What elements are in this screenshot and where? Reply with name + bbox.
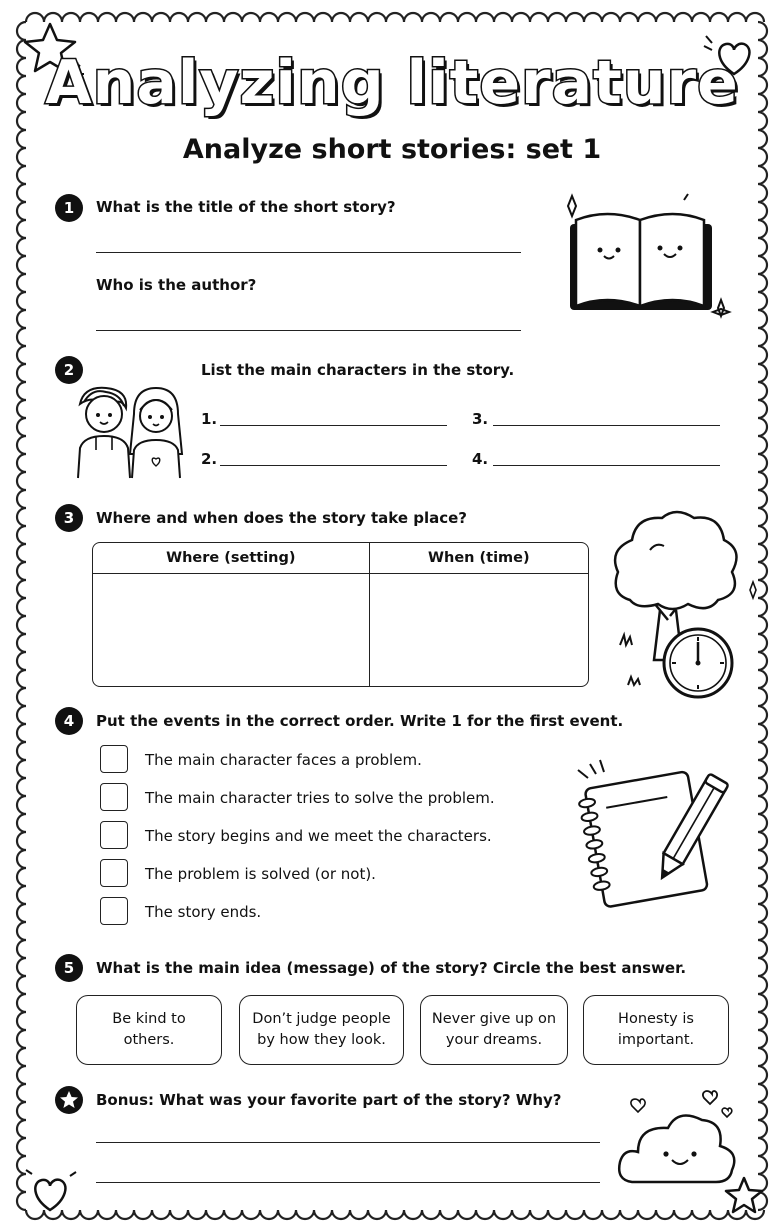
character-label: 4. xyxy=(472,450,489,468)
heart-decoration-icon xyxy=(30,1170,90,1220)
setting-table xyxy=(92,542,589,687)
main-idea-choice-text: Honesty is important. xyxy=(617,1011,695,1048)
question-3-text: Where and when does the story take place? xyxy=(96,509,468,527)
question-number-badge: 3 xyxy=(55,504,83,532)
character-label: 3. xyxy=(472,410,489,428)
question-number-badge: 1 xyxy=(55,194,83,222)
bonus-badge xyxy=(55,1086,83,1114)
event-text: The main character tries to solve the problem. xyxy=(145,789,495,807)
main-idea-choice[interactable] xyxy=(583,995,729,1065)
question-1b-text: Who is the author? xyxy=(96,276,257,294)
main-idea-choice-text: Don’t judge people by how they look. xyxy=(252,1011,391,1048)
event-order-checkbox[interactable] xyxy=(100,821,128,849)
star-icon xyxy=(55,1086,83,1114)
question-4-text: Put the events in the correct order. Write 1 for the first event. xyxy=(96,712,624,730)
question-number-badge: 5 xyxy=(55,954,83,982)
page-title: Analyzing literature xyxy=(45,48,739,118)
main-idea-choice-text: Be kind to others. xyxy=(112,1011,186,1048)
event-order-checkbox[interactable] xyxy=(100,859,128,887)
children-icon xyxy=(70,384,190,480)
main-idea-choice[interactable] xyxy=(420,995,568,1065)
setting-where-cell[interactable] xyxy=(93,574,369,686)
bonus-question-text: Bonus: What was your favorite part of the story? Why? xyxy=(96,1091,562,1109)
question-5-text: What is the main idea (message) of the story? Circle the best answer. xyxy=(96,959,687,977)
question-1-text: What is the title of the short story? xyxy=(96,198,396,216)
event-text: The problem is solved (or not). xyxy=(145,865,376,883)
character-label: 1. xyxy=(201,410,218,428)
notebook-pencil-icon xyxy=(572,758,732,908)
answer-line-title[interactable] xyxy=(96,252,521,253)
event-order-checkbox[interactable] xyxy=(100,897,128,925)
open-book-icon xyxy=(552,190,732,330)
question-2-text: List the main characters in the story. xyxy=(201,361,515,379)
character-answer-line[interactable] xyxy=(220,425,447,426)
page-subtitle: Analyze short stories: set 1 xyxy=(182,134,602,165)
character-answer-line[interactable] xyxy=(493,425,720,426)
bonus-answer-line[interactable] xyxy=(96,1182,600,1183)
setting-header-where: Where (setting) xyxy=(93,543,369,574)
question-number-badge: 4 xyxy=(55,707,83,735)
event-order-checkbox[interactable] xyxy=(100,745,128,773)
character-answer-line[interactable] xyxy=(493,465,720,466)
event-text: The story ends. xyxy=(145,903,262,921)
main-idea-choice[interactable] xyxy=(76,995,222,1065)
character-answer-line[interactable] xyxy=(220,465,447,466)
setting-when-cell[interactable] xyxy=(369,574,588,686)
cloud-icon xyxy=(616,1088,746,1188)
answer-line-author[interactable] xyxy=(96,330,521,331)
main-idea-choice-text: Never give up on your dreams. xyxy=(431,1011,557,1048)
event-text: The story begins and we meet the characters. xyxy=(145,827,492,845)
question-number-badge: 2 xyxy=(55,356,83,384)
tree-clock-icon xyxy=(610,510,760,700)
setting-header-when: When (time) xyxy=(369,543,588,574)
character-label: 2. xyxy=(201,450,218,468)
main-idea-choice[interactable] xyxy=(239,995,404,1065)
event-text: The main character faces a problem. xyxy=(145,751,422,769)
bonus-answer-line[interactable] xyxy=(96,1142,600,1143)
event-order-checkbox[interactable] xyxy=(100,783,128,811)
